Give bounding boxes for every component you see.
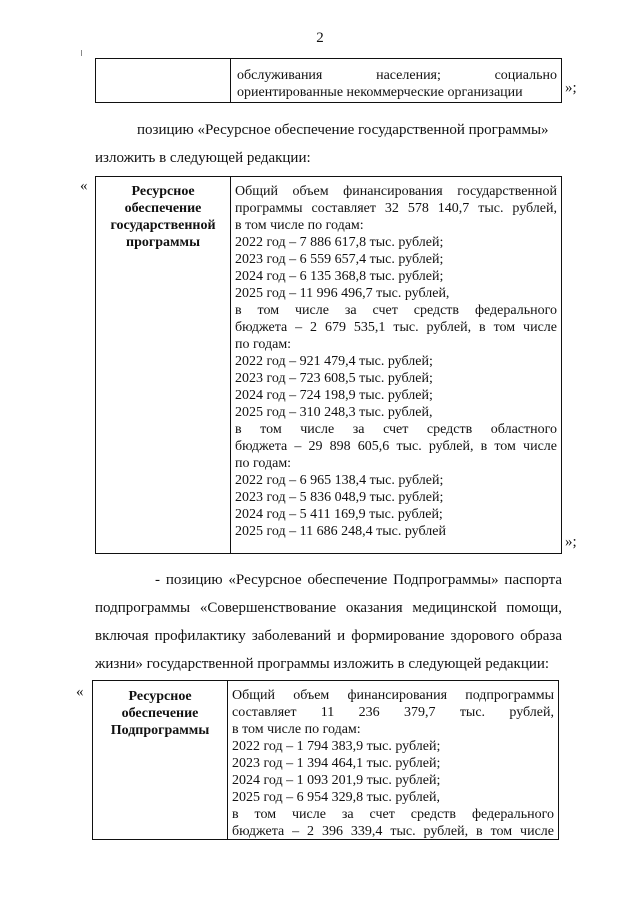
table2-close-quote: »; — [565, 534, 577, 550]
table2-line: 2024 год – 6 135 368,8 тыс. рублей; — [235, 269, 444, 284]
table3-label-line: Подпрограммы — [110, 723, 210, 738]
table3-line: 2025 год – 6 954 329,8 тыс. рублей, — [232, 790, 440, 805]
table3-line: 2023 год – 1 394 464,1 тыс. рублей; — [232, 756, 441, 771]
table2-line: Общий объем финансирования государственной — [235, 184, 557, 199]
paragraph-2-line: - позицию «Ресурсное обеспечение Подпрограммы» паспорта — [155, 572, 562, 588]
margin-tick — [81, 50, 82, 56]
table1-right-cell — [230, 58, 562, 103]
table3-label-cell — [92, 680, 228, 840]
table3-line: в том числе за счет средств федерального — [232, 807, 554, 822]
table2-line: 2025 год – 11 686 248,4 тыс. рублей — [235, 524, 446, 539]
table2-label-line: программы — [126, 235, 200, 250]
table1-left-cell — [95, 58, 231, 103]
table1-close-quote: »; — [565, 80, 577, 96]
table2-line: в том числе за счет средств федерального — [235, 303, 557, 318]
table2-line: 2023 год – 6 559 657,4 тыс. рублей; — [235, 252, 444, 267]
table2-line: 2024 год – 5 411 169,9 тыс. рублей; — [235, 507, 443, 522]
table2-line: бюджета – 29 898 605,6 тыс. рублей, в том числе — [235, 439, 557, 454]
table2-label-line: обеспечение — [124, 201, 202, 216]
paragraph-2-line: включая профилактику заболеваний и формирование здорового образа — [95, 628, 562, 644]
table3-open-quote: « — [76, 684, 84, 700]
table3-label-line: Ресурсное — [128, 689, 192, 704]
table1-line: ориентированные некоммерческие организации — [237, 85, 523, 100]
paragraph-2 — [95, 566, 562, 678]
paragraph-2-line: подпрограммы «Совершенствование оказания медицинской помощи, — [95, 600, 562, 616]
table2-label-line: государственной — [110, 218, 216, 233]
table2-line: в том числе за счет средств областного — [235, 422, 557, 437]
table2-line: 2023 год – 723 608,5 тыс. рублей; — [235, 371, 433, 386]
table2-line: 2022 год – 6 965 138,4 тыс. рублей; — [235, 473, 444, 488]
table2-line: 2025 год – 11 996 496,7 тыс. рублей, — [235, 286, 450, 301]
table3-label-line: обеспечение — [121, 706, 199, 721]
table2-content-cell — [230, 176, 562, 554]
table2-line: программы составляет 32 578 140,7 тыс. рублей, — [235, 201, 557, 216]
table2-line: по годам: — [235, 337, 292, 352]
paragraph-1 — [95, 116, 565, 172]
table3-line: 2022 год – 1 794 383,9 тыс. рублей; — [232, 739, 441, 754]
table3-content-cell — [227, 680, 559, 840]
paragraph-1-line: позицию «Ресурсное обеспечение государственной программы» — [137, 122, 549, 138]
table2-label-cell — [95, 176, 231, 554]
table2-line: 2025 год – 310 248,3 тыс. рублей, — [235, 405, 433, 420]
table3-line: 2024 год – 1 093 201,9 тыс. рублей; — [232, 773, 441, 788]
table2-line: 2022 год – 7 886 617,8 тыс. рублей; — [235, 235, 444, 250]
table2-line: в том числе по годам: — [235, 218, 364, 233]
table1-line: обслуживания населения; социально — [237, 68, 557, 83]
table2-open-quote: « — [80, 178, 88, 194]
table3-line: составляет 11 236 379,7 тыс. рублей, — [232, 705, 554, 720]
table2-line: по годам: — [235, 456, 292, 471]
table3-line: Общий объем финансирования подпрограммы — [232, 688, 554, 703]
table2-line: бюджета – 2 679 535,1 тыс. рублей, в том числе — [235, 320, 557, 335]
table2-line: 2022 год – 921 479,4 тыс. рублей; — [235, 354, 433, 369]
table2-line: 2024 год – 724 198,9 тыс. рублей; — [235, 388, 433, 403]
page-number: 2 — [316, 30, 324, 46]
table3-line: в том числе по годам: — [232, 722, 361, 737]
paragraph-1-line: изложить в следующей редакции: — [95, 150, 311, 166]
table2-label-line: Ресурсное — [131, 184, 195, 199]
table2-line: 2023 год – 5 836 048,9 тыс. рублей; — [235, 490, 444, 505]
table3-line: бюджета – 2 396 339,4 тыс. рублей, в том числе — [232, 824, 554, 839]
paragraph-2-line: жизни» государственной программы изложить в следующей редакции: — [95, 656, 550, 672]
